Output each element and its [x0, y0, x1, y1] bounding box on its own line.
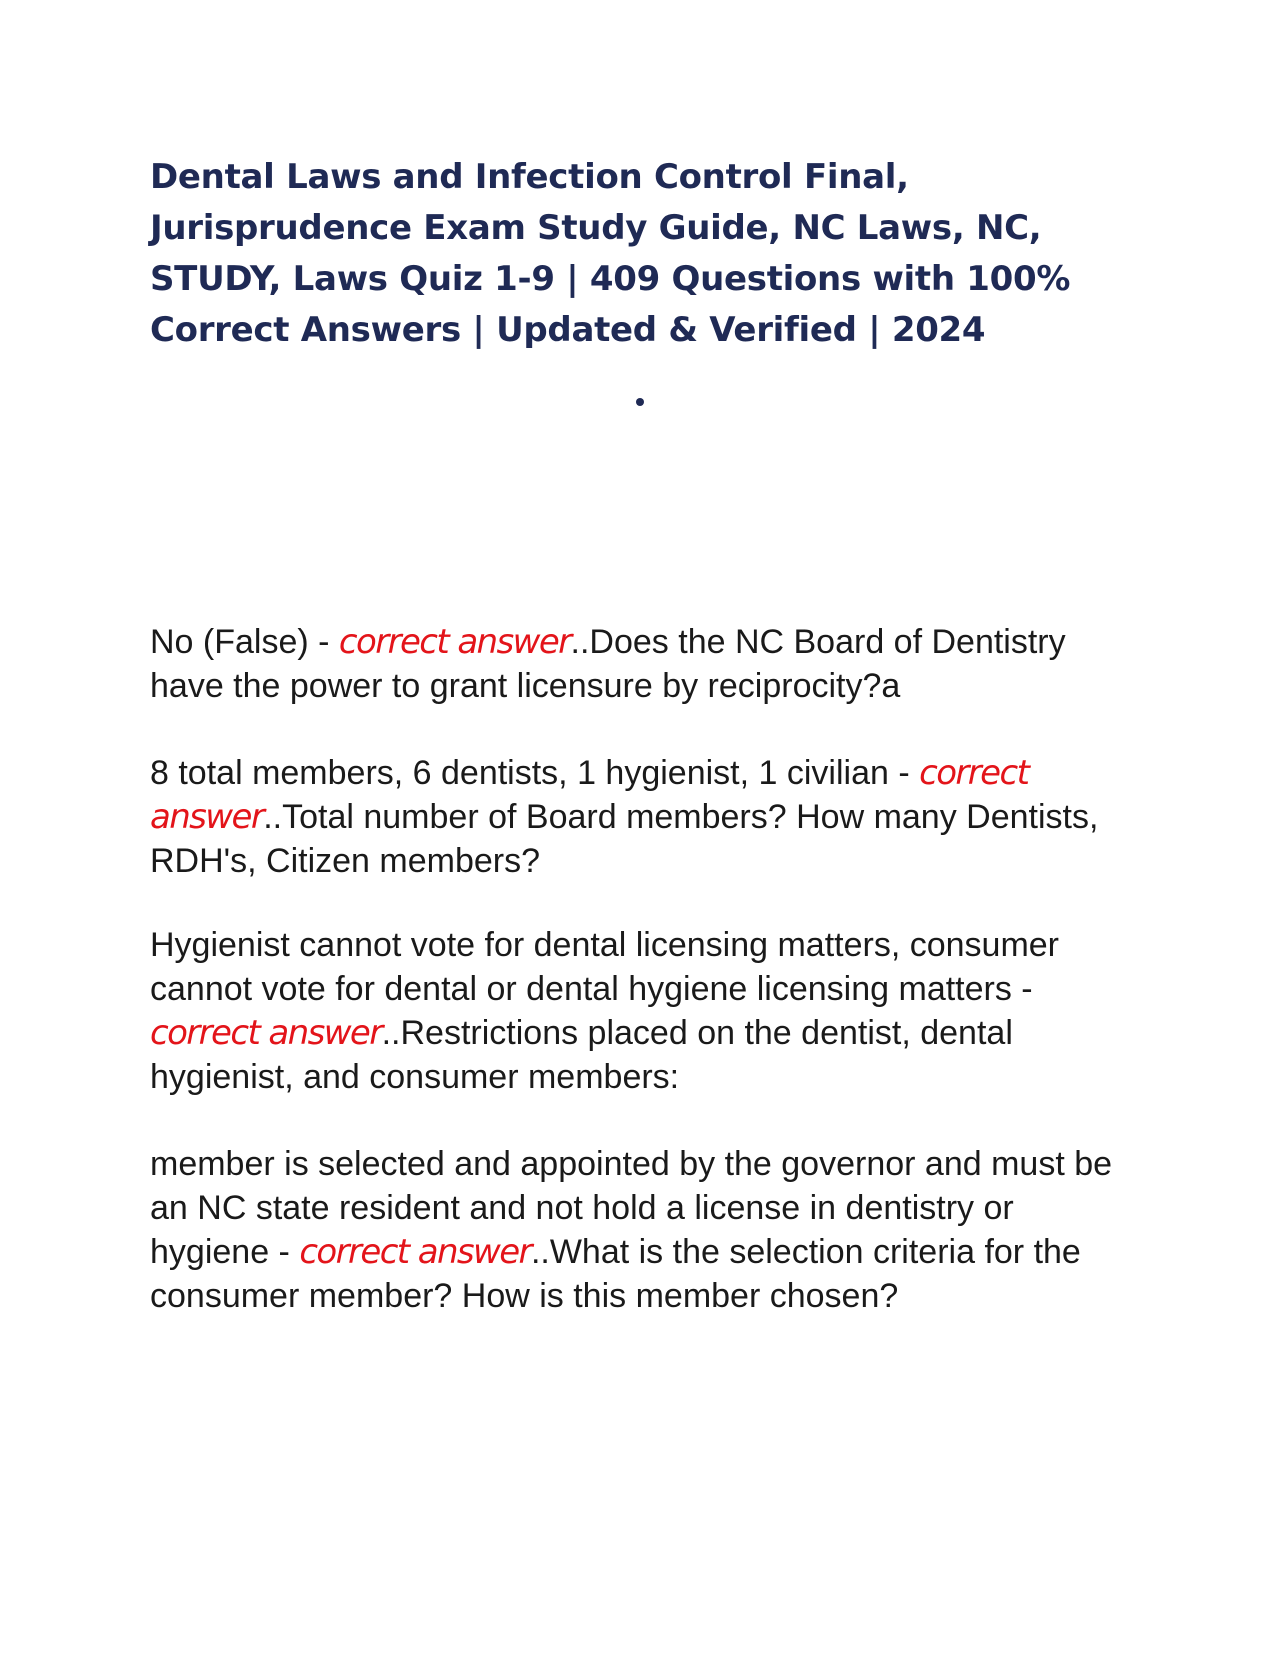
qa-item: [150, 923, 1140, 1099]
correct-answer-marker: correct answer: [150, 1013, 382, 1053]
question-text: ..Does the NC Board of Dentistry have the power to grant licensure by reciprocity?a: [150, 623, 1066, 705]
qa-item: [150, 620, 1140, 708]
correct-answer-marker: correct answer: [338, 622, 571, 662]
answer-text: 8 total members, 6 dentists, 1 hygienist, 1 civilian -: [150, 754, 920, 792]
qa-item: [150, 751, 1140, 883]
question-text: ..What is the selection criteria for the consumer member? How is this member chosen?: [150, 1233, 1081, 1315]
bullet-dot-icon: [636, 398, 644, 406]
correct-answer-marker: correct answer: [299, 1232, 531, 1272]
document-title: Dental Laws and Infection Control Final, Jurisprudence Exam Study Guide, NC Laws, NC, STUDY, Laws Quiz 1-9 | 409 Questions with 100% Correct Answers | Updated & Verified | 2024: [150, 157, 1071, 350]
qa-item: [150, 1142, 1140, 1318]
question-text: ..Total number of Board members? How many Dentists, RDH's, Citizen members?: [150, 798, 1099, 880]
answer-text: member is selected and appointed by the governor and must be an NC state resident and not hold a license in dentistry or hygiene -: [150, 1145, 1113, 1271]
question-text: ..Restrictions placed on the dentist, dental hygienist, and consumer members:: [150, 1014, 1013, 1096]
qa-list: [150, 620, 1140, 1361]
answer-text: No (False) -: [150, 623, 339, 661]
answer-text: Hygienist cannot vote for dental licensing matters, consumer cannot vote for dental or dental hygiene licensing matters -: [150, 926, 1060, 1008]
correct-answer-marker: correct answer: [150, 753, 1029, 837]
